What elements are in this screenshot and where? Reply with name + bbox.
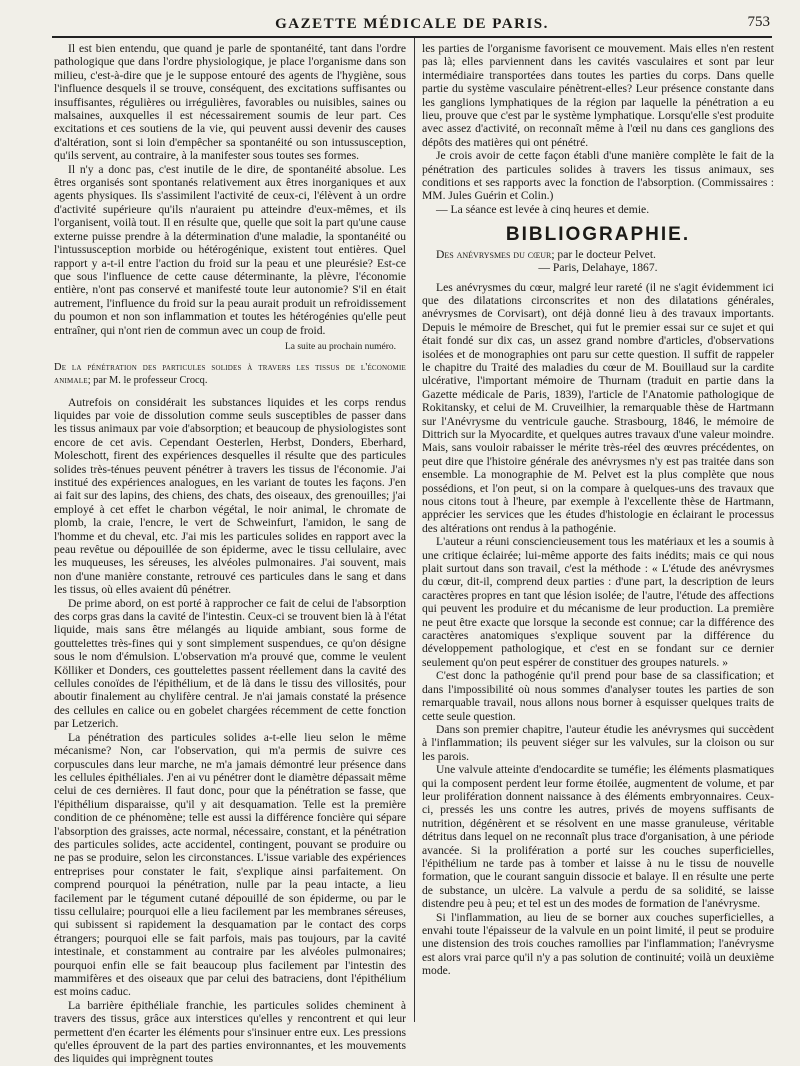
- paragraph: La pénétration des particules solides a-t-elle lieu selon le même mécanisme? Non, car l'observation, qui m'a permis de suivre ces corpuscules dans leur marche, ne m'a jamais démontré leur présence dans les cellules épithéliales. J'en ai vu pénétrer dont le diamètre dépassait même celui de ces dernières. Il faut donc, pour que la pénétration se fasse, que l'épithélium disparaisse, qu'il y ait desquamation. Telle est la première condition de ce phénomène; telle est aussi la différence foncière qui sépare l'absorption des graisses, acte normal, nécessaire, constant, et la pénétration des particules solides, acte accidentel, contingent, pouvant se produire ou ne pas se produire, selon les circonstances. L'issue variable des expériences entreprises pour constater le fait, s'explique ainsi parfaitement. On comprend pourquoi la pénétration, nulle par la peau intacte, a lieu facilement par le tégument cutané dépouillé de son épiderme, ou par le tissu cellulaire; pourquoi elle a lieu facilement par les membranes séreuses, qui subissent si rapidement la desquamation par le contact des corps étrangers; pourquoi elle se fait parfois, mais pas toujours, par la cavité intestinale, et constamment au contraire par les alvéoles pulmonaires; pourquoi enfin elle se fait beaucoup plus facilement par l'intestin des mammifères et des oiseaux que par celui des batraciens, dont l'épithélium est moins caduc.: [54, 730, 406, 999]
- paragraph: Il est bien entendu, que quand je parle de spontanéité, tant dans l'ordre pathologique que dans l'ordre physiologique, je place l'organisme dans son milieu, c'est-à-dire que je le suppose entouré des agents de l'hygiène, sous l'influence desquels il se trouve, conséquent, des excitations suffisantes ou insuffisantes, régulières ou irrégulières, favorables ou nuisibles, saines ou malsaines, auxquelles il est nécessairement soumis de leur part. Ces excitations et ces soutiens de la vie, qui peuvent aussi devenir des causes d'altération, sont si loin d'empêcher sa spontanéité ou son intussusception, qu'ils servent, au contraire, à la manifester sous toutes ses formes.: [54, 42, 406, 163]
- paragraph: Il n'y a donc pas, c'est inutile de le dire, de spontanéité absolue. Les êtres organisés sont spontanés relativement aux êtres inorganiques et aux agents physiques. Ils s'assimilent l'activité de ceux-ci, l'élèvent à un ordre d'activité supérieure qu'ils n'auraient pu atteindre d'eux-mêmes, et ils l'organisent, voilà tout. Il en résulte que, quelle que soit la part qu'une cause externe puisse prendre à la détermination d'une maladie, la spontanéité ou l'intussusception morbide ou hétérogénique, existent tout entières. Quel rapport y a-t-il entre l'action du froid sur la peau et une pleurésie? Est-ce que sous l'influence de cette cause déterminante, la plèvre, l'économie entière, n'ont pas conservé et manifesté toute leur autonomie? S'il en était autrement, l'influence du froid sur la peau aurait produit un refroidissement du poumon et non son inflammation et toutes les hétérogénies qu'elle peut entraîner, qui n'ont rien de commun avec un coup de froid.: [54, 162, 406, 337]
- right-column: [422, 42, 774, 1032]
- paragraph: C'est donc la pathogénie qu'il prend pour base de sa classification; et dans l'impossibilité où nous sommes d'analyser toutes les parties de son remarquable travail, nous allons nous borner à esquisser quelques traits de cette seule question.: [422, 669, 774, 723]
- session-note: — La séance est levée à cinq heures et demie.: [436, 202, 650, 216]
- paragraph: Si l'inflammation, au lieu de se borner aux couches superficielles, a envahi toute l'épaisseur de la valvule en un point limité, il peut se produire une distension des trois couches ramollies par l'inflammation; l'anévrysme est alors vrai parce qu'il n'y a pas solution de continuité; voilà un deuxième mode.: [422, 910, 774, 978]
- paragraph: Autrefois on considérait les substances liquides et les corps rendus liquides par voie de dissolution comme seuls susceptibles de passer dans les tissus animaux par voie d'absorption; et beaucoup de physiologistes sont encore de cet avis. Cependant Oesterlen, Herbst, Donders, Eberhard, Moleschott, firent des expériences desquelles il résulte que des particules solides très-ténues peuvent pénétrer à travers les tissus de l'économie. J'ai institué des expériences analogues, en les variant de toutes les façons. J'en ai fait sur des lapins, des chiens, des chats, des oiseaux, des grenouilles; j'ai employé à cet effet le charbon végétal, le noir animal, le chromate de plomb, la craie, l'encre, le vert de Schweinfurt, l'amidon, le sang de l'homme et du cheval, etc. J'ai mis les particules solides en rapport avec la peau revêtue ou dépouillée de son épiderme, avec le tissu cellulaire, avec les muqueuses, les séreuses, les alvéoles pulmonaires. J'ai souvent, mais non d'une manière constante, retrouvé ces particules dans le sang et dans les tissus, où elles avaient dû pénétrer.: [54, 395, 406, 597]
- article-title: [54, 362, 406, 387]
- page-header: [52, 10, 772, 38]
- book-reference: [422, 248, 774, 261]
- article-author: ; par M. le professeur Crocq.: [87, 374, 208, 386]
- paragraph: De prime abord, on est porté à rapprocher ce fait de celui de l'absorption des corps gras dans la cavité de l'intestin. Ceux-ci se trouvent bien là à l'état liquide, mais sans être mélangés au liquide ambiant, sous forme de gouttelettes très-fines qui y sont simplement suspendues, ce qu'on désigne sous le nom d'émulsion. L'observation m'a prouvé que, comme le veulent Kölliker et Donders, ces gouttelettes passent réellement dans la cavité des cellules conoïdes de l'épithélium, et de là dans le tissu des villosités, pour aboutir finalement au chylifère central. Je n'ai jamais constaté la présence des cellules en calice ou en gobelet chargées récemment de cette fonction par Letzerich.: [54, 596, 406, 731]
- article-title-main: De la pénétration des particules solides à travers les tissus de l'économie animale: [54, 362, 406, 386]
- left-column: [54, 42, 406, 1066]
- book-title: Des anévrysmes du cœur: [436, 247, 552, 261]
- paragraph: L'auteur a réuni consciencieusement tous les matériaux et les a soumis à une critique éclairée; lui-même apporte des faits inédits; mais ce qui nous plait surtout dans son travail, c'est la méthode : « L'étude des anévrysmes du cœur, dit-il, comprend deux parties : d'une part, la description de leurs caractères propres en tant que lésion isolée; de l'autre, l'étude des affections qui peuvent les produire et du mécanisme de leur production. La première ne peut être exacte que lorsque la seconde est connue; car la différence des caractères anatomiques s'explique souvent par la différence du développement pathologique, et c'est en se fondant sur ce dernier seulement qu'on peut espérer de constituer des groupes naturels. »: [422, 535, 774, 669]
- book-author: ; par le docteur Pelvet.: [551, 247, 656, 261]
- page-number: 753: [747, 14, 770, 30]
- paragraph: les parties de l'organisme favorisent ce mouvement. Mais elles n'en restent pas là; elles parviennent dans les cavités vasculaires et sont par leur intermédiaire transportées dans toutes les parties du corps. Dans quelle partie du système vasculaire pénètrent-elles? Leur présence constante dans les ganglions lymphatiques de la région par laquelle la pénétration a eu lieu, prouve que c'est par le système lymphatique. Lorsqu'elle s'est produite avec assez d'activité, on reconnaît même à l'œil nu dans ces ganglions des dépôts des matières qui ont pénétré.: [422, 42, 774, 149]
- paragraph: Je crois avoir de cette façon établi d'une manière complète le fait de la pénétration des particules solides à travers les tissus animaux, ses conditions et ses rapports avec la fonction de l'absorption. (Commissaires : MM. Jules Guérin et Colin.): [422, 149, 774, 203]
- column-divider: [414, 38, 415, 1022]
- paragraph: La barrière épithéliale franchie, les particules solides cheminent à travers des tissus, grâce aux interstices qu'elles y rencontrent et qui leur permettent d'en écarter les éléments pour s'insinuer entre eux. Les pressions qu'elles éprouvent de la part des parties environnantes, et les mouvements des liquides qui imprègnent toutes: [54, 998, 406, 1066]
- section-heading: BIBLIOGRAPHIE.: [505, 224, 691, 246]
- journal-title: GAZETTE MÉDICALE DE PARIS.: [275, 16, 549, 32]
- paragraph: Dans son premier chapitre, l'auteur étudie les anévrysmes qui succèdent à l'inflammation; ils peuvent siéger sur les valvules, sur la cloison ou sur les parois.: [422, 722, 774, 763]
- paragraph: Les anévrysmes du cœur, malgré leur rareté (il ne s'agit évidemment ici que des dilatations circonscrites et non des dilatations générales, anévrysmes de Corvisart), ont déjà donné lieu à des travaux importants. Depuis le mémoire de Breschet, qui fut le premier essai sur ce sujet et qui était fondé sur dix cas, un assez grand nombre d'articles, d'observations isolées et de monographies ont paru sur cette question. Il suffit de rappeler le chapitre du Traité des maladies du cœur de M. Bouillaud sur la cardite ulcérative, l'important mémoire de Thurnam (traduit en partie dans la Gazette médicale de Paris, 1839), l'article de l'Anatomie pathologique de Rokitansky, et celui de M. Cruveilhier, la remarquable thèse de Hartmann sur l'Anévrysme du ventricule gauche. Strasbourg, 1846, le mémoire de Dittrich sur la Myocardite, et quelques autres travaux d'une valeur moindre. Mais, sans vouloir rabaisser le mérite très-réel des œuvres précédentes, on peut dire que l'histoire générale des anévrysmes n'y est pas traitée dans son ensemble. La monographie de M. Pelvet est la plus complète que nous possédions, et l'on peut, si on la compare à quelques-uns des travaux que nous citons tout à l'heure, par exemple à l'excellente thèse de Hartmann, apprécier les services que les études d'histologie en éclairant le processus des altérations ont rendus à la pathogénie.: [422, 280, 774, 535]
- continuation-note: La suite au prochain numéro.: [284, 341, 396, 352]
- book-publication: — Paris, Delahaye, 1867.: [538, 261, 658, 275]
- paragraph: Une valvule atteinte d'endocardite se tuméfie; les éléments plasmatiques qui la composent perdent leur forme étoilée, augmentent de volume, et par leur prolifération donnent naissance à des éléments embryonnaires. Ceux-ci, pressés les uns contre les autres, privés de moyens suffisants de nutrition, dégénèrent et se résolvent en une masse granuleuse, véritable détritus dans lequel on ne reconnaît plus trace d'organisation, à une période avancée. Si la prolifération a porté sur les couches superficielles, l'épithélium ne tarde pas à tomber et laisse à nu le tissu de nouvelle formation, que le courant sanguin dissocie et balaye. Il en résulte une perte de substance, un ulcère. La valvule a perdu de sa solidité, se laisse distendre peu à peu; et tel est un des modes de formation de l'anévrysme.: [422, 763, 774, 911]
